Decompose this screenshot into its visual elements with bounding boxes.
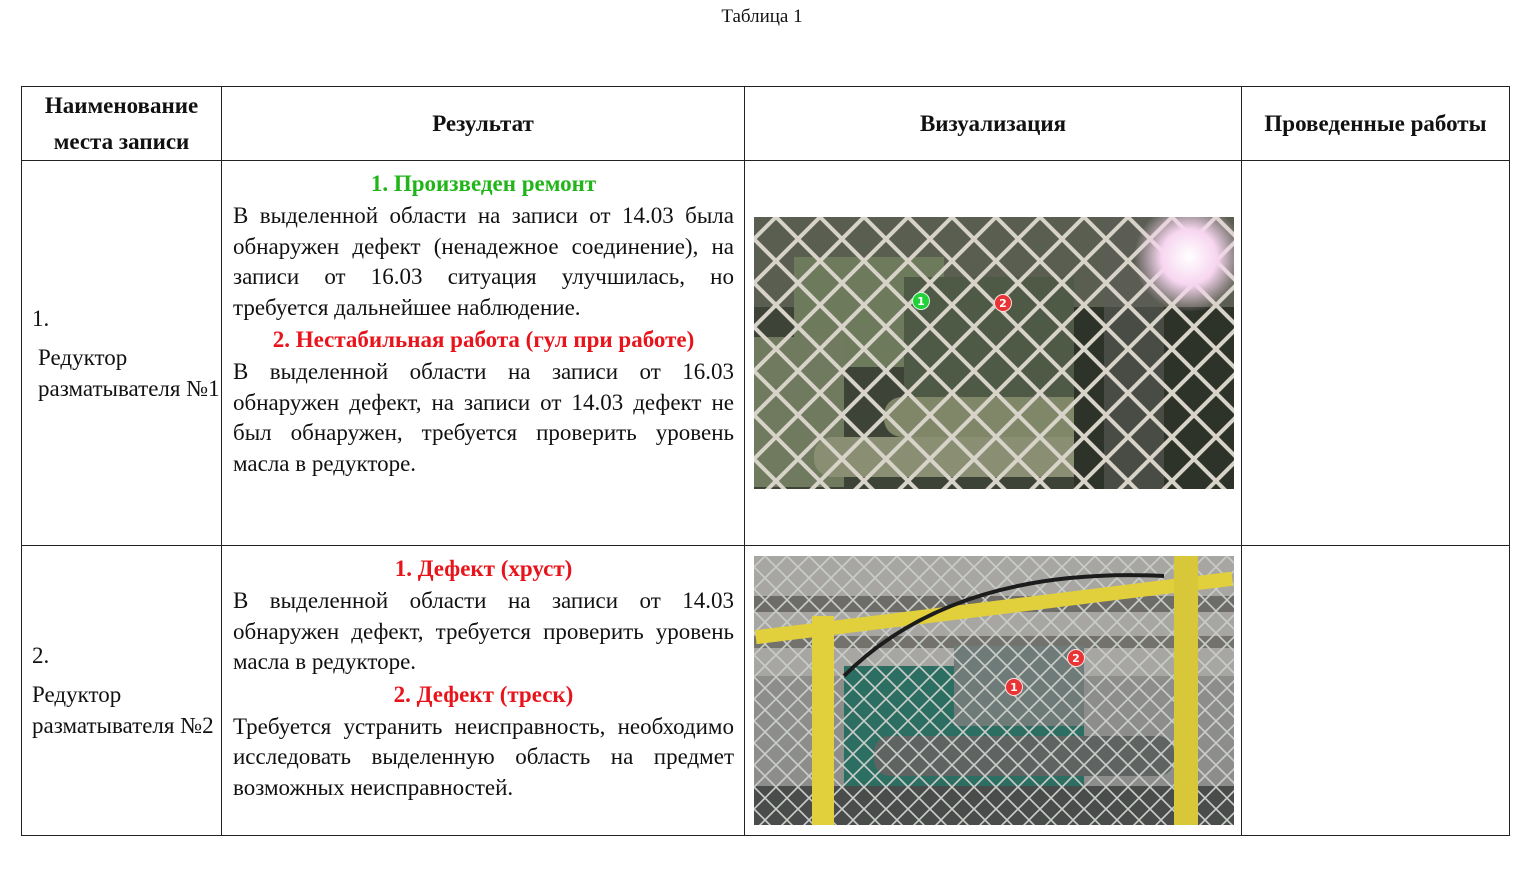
defect-marker: 2 [994, 294, 1012, 312]
finding-text: Требуется устранить неисправность, необходимо исследовать выделенную область на предмет возможных неисправностей. [233, 713, 734, 800]
header-result: Результат [222, 87, 745, 161]
result-cell [222, 161, 745, 546]
place-name: Редуктор разматывателя №2 [32, 682, 214, 738]
works-cell [1242, 161, 1510, 546]
works-cell [1242, 546, 1510, 836]
defect-marker: 2 [1067, 649, 1085, 667]
table-row [22, 161, 1510, 546]
header-place: Наименование места записи [22, 87, 222, 161]
finding-title: 2. Нестабильная работа (гул при работе) [272, 327, 695, 352]
table-row [22, 546, 1510, 836]
gearbox-photo [754, 556, 1234, 825]
place-name: Редуктор разматывателя №1 [38, 344, 220, 401]
finding-title: 1. Произведен ремонт [370, 171, 597, 196]
finding-title: 2. Дефект (треск) [393, 681, 574, 707]
defect-marker: 1 [912, 292, 930, 310]
row-number: 2. [32, 643, 50, 668]
place-cell [22, 161, 222, 546]
defect-marker: 1 [1005, 678, 1023, 696]
visualization-cell [745, 161, 1242, 546]
place-cell [22, 546, 222, 836]
table-header-row [22, 87, 1510, 161]
header-visualization: Визуализация [745, 87, 1242, 161]
results-table [21, 86, 1510, 836]
finding-text: В выделенной области на записи от 16.03 обнаружен дефект, на записи от 14.03 дефект не был обнаружен, требуется проверить уровень масла в редукторе. [233, 359, 734, 476]
finding-text: В выделенной области на записи от 14.03 была обнаружен дефект (ненадежное соединение), на записи от 16.03 ситуация улучшилась, но требуется дальнейшее наблюдение. [233, 203, 734, 320]
finding-title: 1. Дефект (хруст) [394, 556, 573, 581]
result-cell [222, 546, 745, 836]
row-number: 1. [32, 305, 50, 331]
finding-text: В выделенной области на записи от 14.03 обнаружен дефект, требуется проверить уровень масла в редукторе. [233, 588, 734, 674]
gearbox-photo [754, 217, 1234, 489]
visualization-cell [745, 546, 1242, 836]
table-caption: Таблица 1 [721, 6, 803, 27]
header-works: Проведенные работы [1242, 87, 1510, 161]
